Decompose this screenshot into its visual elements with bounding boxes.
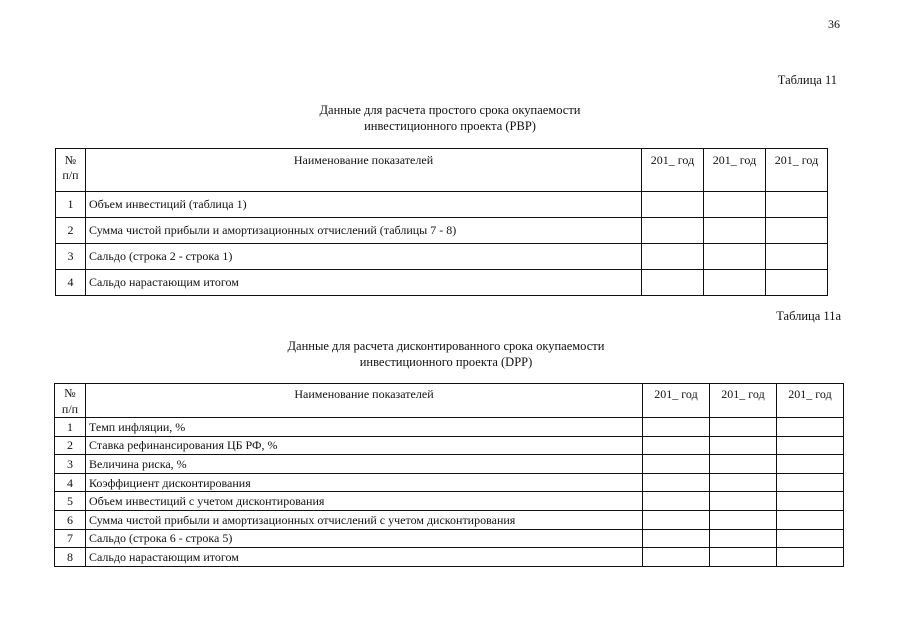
table-row — [55, 510, 844, 529]
column-header-year-3: 201_ год — [777, 384, 844, 418]
value-cell — [710, 510, 777, 529]
value-cell — [777, 548, 844, 567]
value-cell — [704, 192, 766, 218]
page-number: 36 — [828, 17, 840, 31]
row-number: 1 — [56, 192, 86, 218]
row-number: 2 — [55, 436, 86, 455]
table-11a-caption — [196, 338, 696, 370]
row-number: 4 — [56, 270, 86, 296]
row-number: 3 — [56, 244, 86, 270]
row-number: 7 — [55, 529, 86, 548]
row-name: Ставка рефинансирования ЦБ РФ, % — [86, 436, 643, 455]
table-row — [56, 244, 828, 270]
row-name: Сумма чистой прибыли и амортизационных отчислений с учетом дисконтирования — [86, 510, 643, 529]
value-cell — [710, 529, 777, 548]
table-row — [55, 529, 844, 548]
table-row — [55, 492, 844, 511]
table-11 — [55, 148, 828, 296]
column-header-number-line1: № — [64, 153, 77, 167]
table-row — [55, 418, 844, 437]
value-cell — [710, 436, 777, 455]
table-11-caption — [200, 102, 700, 134]
value-cell — [710, 418, 777, 437]
row-number: 3 — [55, 455, 86, 474]
column-header-number-line2: п/п — [61, 402, 79, 416]
table-header-row — [55, 384, 844, 418]
table-row — [56, 270, 828, 296]
value-cell — [642, 192, 704, 218]
column-header-year-3: 201_ год — [766, 149, 828, 192]
row-name: Сальдо нарастающим итогом — [86, 548, 643, 567]
column-header-number — [56, 149, 86, 192]
row-name: Сальдо (строка 6 - строка 5) — [86, 529, 643, 548]
row-name: Коэффициент дисконтирования — [86, 473, 643, 492]
column-header-year-1: 201_ год — [642, 149, 704, 192]
value-cell — [777, 529, 844, 548]
value-cell — [777, 455, 844, 474]
value-cell — [710, 455, 777, 474]
value-cell — [777, 492, 844, 511]
value-cell — [704, 270, 766, 296]
table-11-caption-line2: инвестиционного проекта (PBP) — [364, 119, 536, 133]
value-cell — [643, 418, 710, 437]
value-cell — [643, 492, 710, 511]
row-number: 6 — [55, 510, 86, 529]
row-name: Объем инвестиций (таблица 1) — [86, 192, 642, 218]
row-number: 4 — [55, 473, 86, 492]
value-cell — [643, 455, 710, 474]
table-row — [55, 548, 844, 567]
table-11a — [54, 383, 844, 567]
value-cell — [766, 244, 828, 270]
table-11-label: Таблица 11 — [777, 73, 837, 87]
column-header-number-line2: п/п — [62, 168, 79, 182]
column-header-year-1: 201_ год — [643, 384, 710, 418]
row-number: 8 — [55, 548, 86, 567]
table-11-caption-line1: Данные для расчета простого срока окупаемости — [319, 103, 581, 117]
row-name: Сальдо нарастающим итогом — [86, 270, 642, 296]
value-cell — [710, 548, 777, 567]
value-cell — [643, 548, 710, 567]
table-row — [55, 455, 844, 474]
value-cell — [642, 244, 704, 270]
table-row — [55, 436, 844, 455]
row-name: Темп инфляции, % — [86, 418, 643, 437]
table-11a-caption-line2: инвестиционного проекта (DPP) — [359, 355, 533, 369]
value-cell — [766, 218, 828, 244]
column-header-name: Наименование показателей — [86, 149, 642, 192]
table-11a-caption-line1: Данные для расчета дисконтированного срока окупаемости — [287, 339, 605, 353]
table-row — [56, 192, 828, 218]
value-cell — [777, 510, 844, 529]
value-cell — [777, 436, 844, 455]
value-cell — [642, 218, 704, 244]
table-11a-label: Таблица 11а — [776, 309, 841, 323]
column-header-name: Наименование показателей — [86, 384, 643, 418]
value-cell — [777, 473, 844, 492]
column-header-number — [55, 384, 86, 418]
value-cell — [643, 510, 710, 529]
row-name: Сумма чистой прибыли и амортизационных отчислений (таблицы 7 - 8) — [86, 218, 642, 244]
row-number: 1 — [55, 418, 86, 437]
value-cell — [704, 218, 766, 244]
value-cell — [642, 270, 704, 296]
table-row — [56, 218, 828, 244]
value-cell — [766, 270, 828, 296]
value-cell — [643, 473, 710, 492]
row-number: 2 — [56, 218, 86, 244]
row-name: Сальдо (строка 2 - строка 1) — [86, 244, 642, 270]
value-cell — [710, 492, 777, 511]
row-name: Объем инвестиций с учетом дисконтирования — [86, 492, 643, 511]
value-cell — [643, 529, 710, 548]
column-header-year-2: 201_ год — [710, 384, 777, 418]
table-row — [55, 473, 844, 492]
column-header-number-line1: № — [64, 386, 76, 400]
row-number: 5 — [55, 492, 86, 511]
value-cell — [777, 418, 844, 437]
value-cell — [766, 192, 828, 218]
value-cell — [704, 244, 766, 270]
row-name: Величина риска, % — [86, 455, 643, 474]
table-header-row — [56, 149, 828, 192]
value-cell — [710, 473, 777, 492]
column-header-year-2: 201_ год — [704, 149, 766, 192]
value-cell — [643, 436, 710, 455]
